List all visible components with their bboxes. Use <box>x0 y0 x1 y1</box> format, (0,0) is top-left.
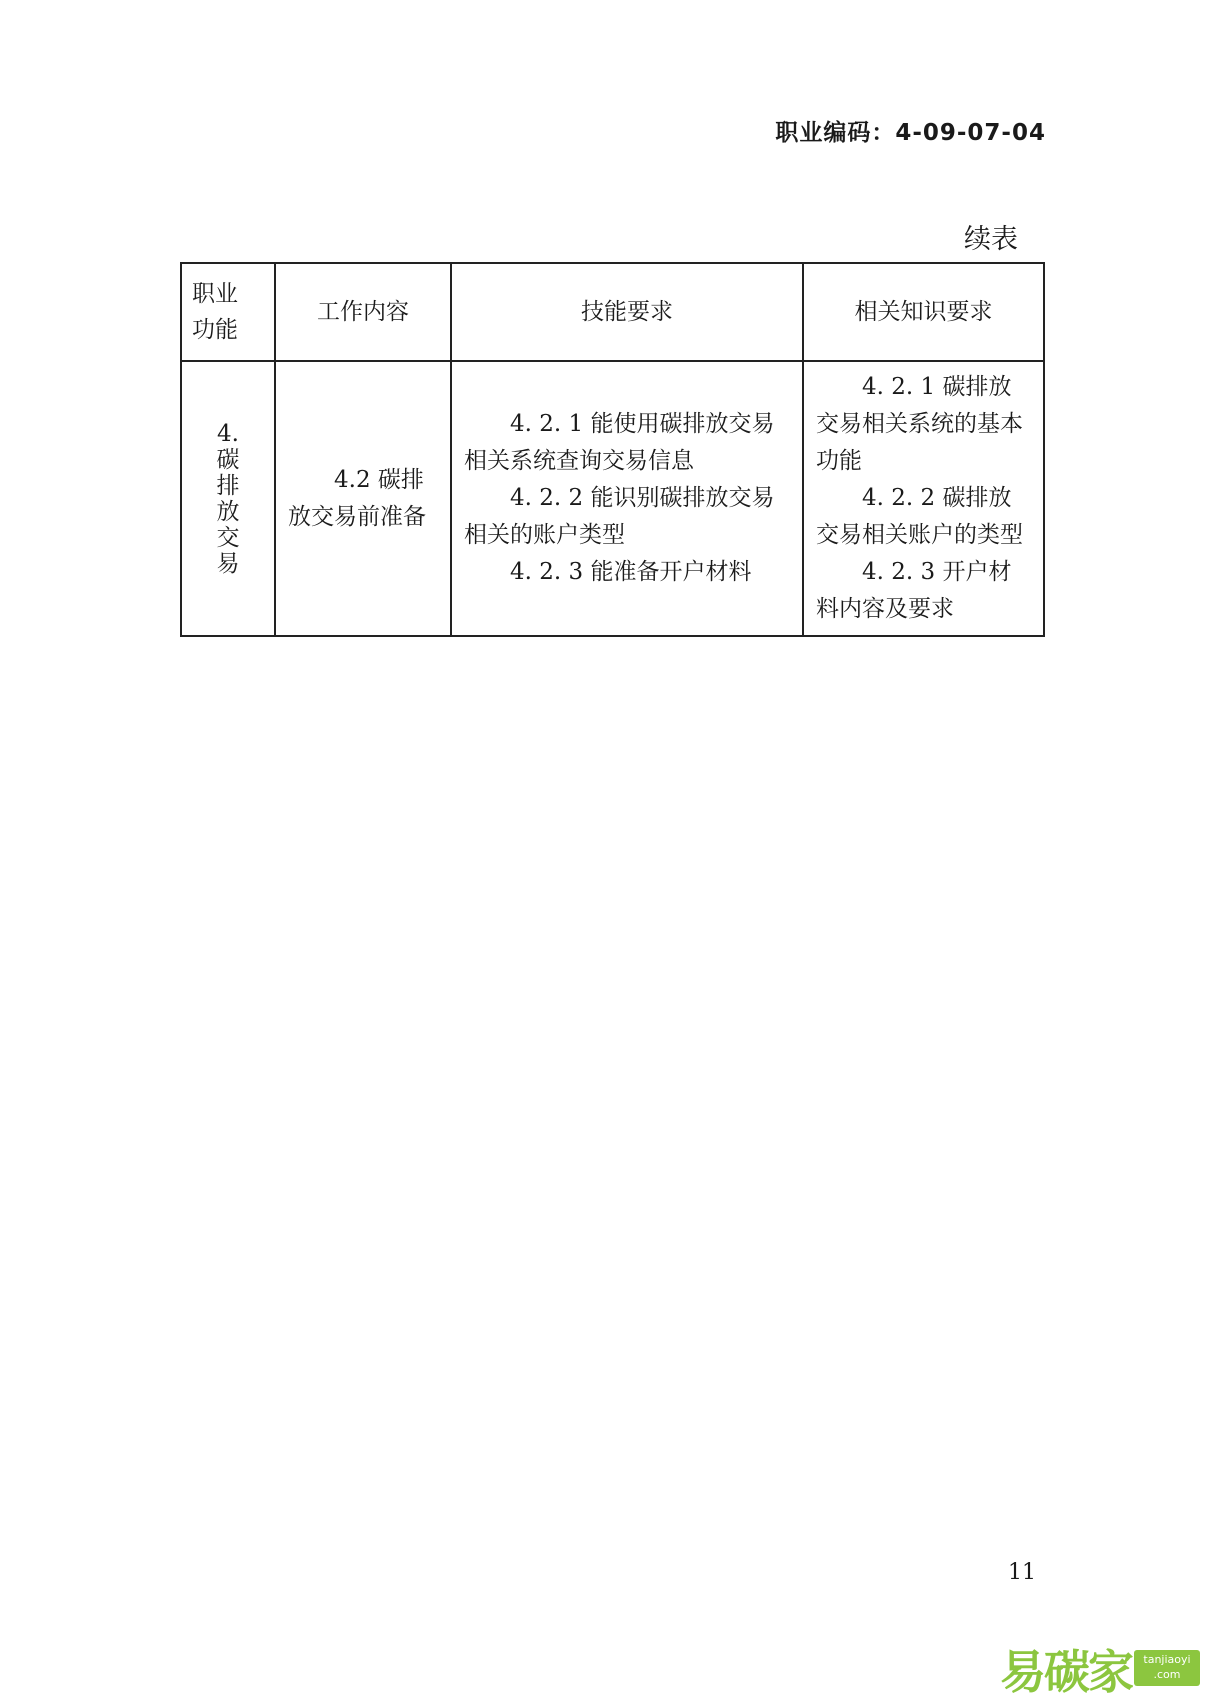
table-header-row <box>181 263 1044 361</box>
knowledge-item: 4. 2. 1 碳排放交易相关系统的基本功能 <box>816 374 1023 474</box>
skill-item: 4. 2. 3 能准备开户材料 <box>510 559 752 585</box>
page-number: 11 <box>1008 1560 1036 1585</box>
watermark-logo: 易碳家 <box>1000 1645 1132 1699</box>
function-char: 碳 <box>216 446 240 473</box>
knowledge-item: 4. 2. 3 开户材料内容及要求 <box>816 559 1012 622</box>
watermark-site: tanjiaoyi .com <box>1134 1650 1200 1686</box>
header-work-content: 工作内容 <box>275 263 451 361</box>
continued-label: 续表 <box>964 224 1018 255</box>
function-number: 4. <box>217 420 239 447</box>
knowledge-item: 4. 2. 2 碳排放交易相关账户的类型 <box>816 485 1023 548</box>
header-knowledge: 相关知识要求 <box>803 263 1044 361</box>
skill-item: 4. 2. 2 能识别碳排放交易相关的账户类型 <box>464 485 775 548</box>
function-cell <box>181 361 275 636</box>
table-row <box>181 361 1044 636</box>
work-content-text: 4.2 碳排放交易前准备 <box>288 466 426 530</box>
header-skills: 技能要求 <box>451 263 803 361</box>
knowledge-cell <box>803 361 1044 636</box>
work-content-cell <box>275 361 451 636</box>
header-function-line1: 职业 <box>192 281 238 307</box>
header-function <box>181 263 275 361</box>
occupation-code: 职业编码：4-09-07-04 <box>775 120 1046 146</box>
function-char: 易 <box>216 550 240 577</box>
skills-cell <box>451 361 803 636</box>
skills-table <box>180 262 1045 637</box>
function-char: 排 <box>216 472 240 499</box>
header-function-line2: 功能 <box>192 317 238 343</box>
function-char: 放 <box>216 498 240 525</box>
skill-item: 4. 2. 1 能使用碳排放交易相关系统查询交易信息 <box>464 411 775 474</box>
function-char: 交 <box>216 524 240 551</box>
